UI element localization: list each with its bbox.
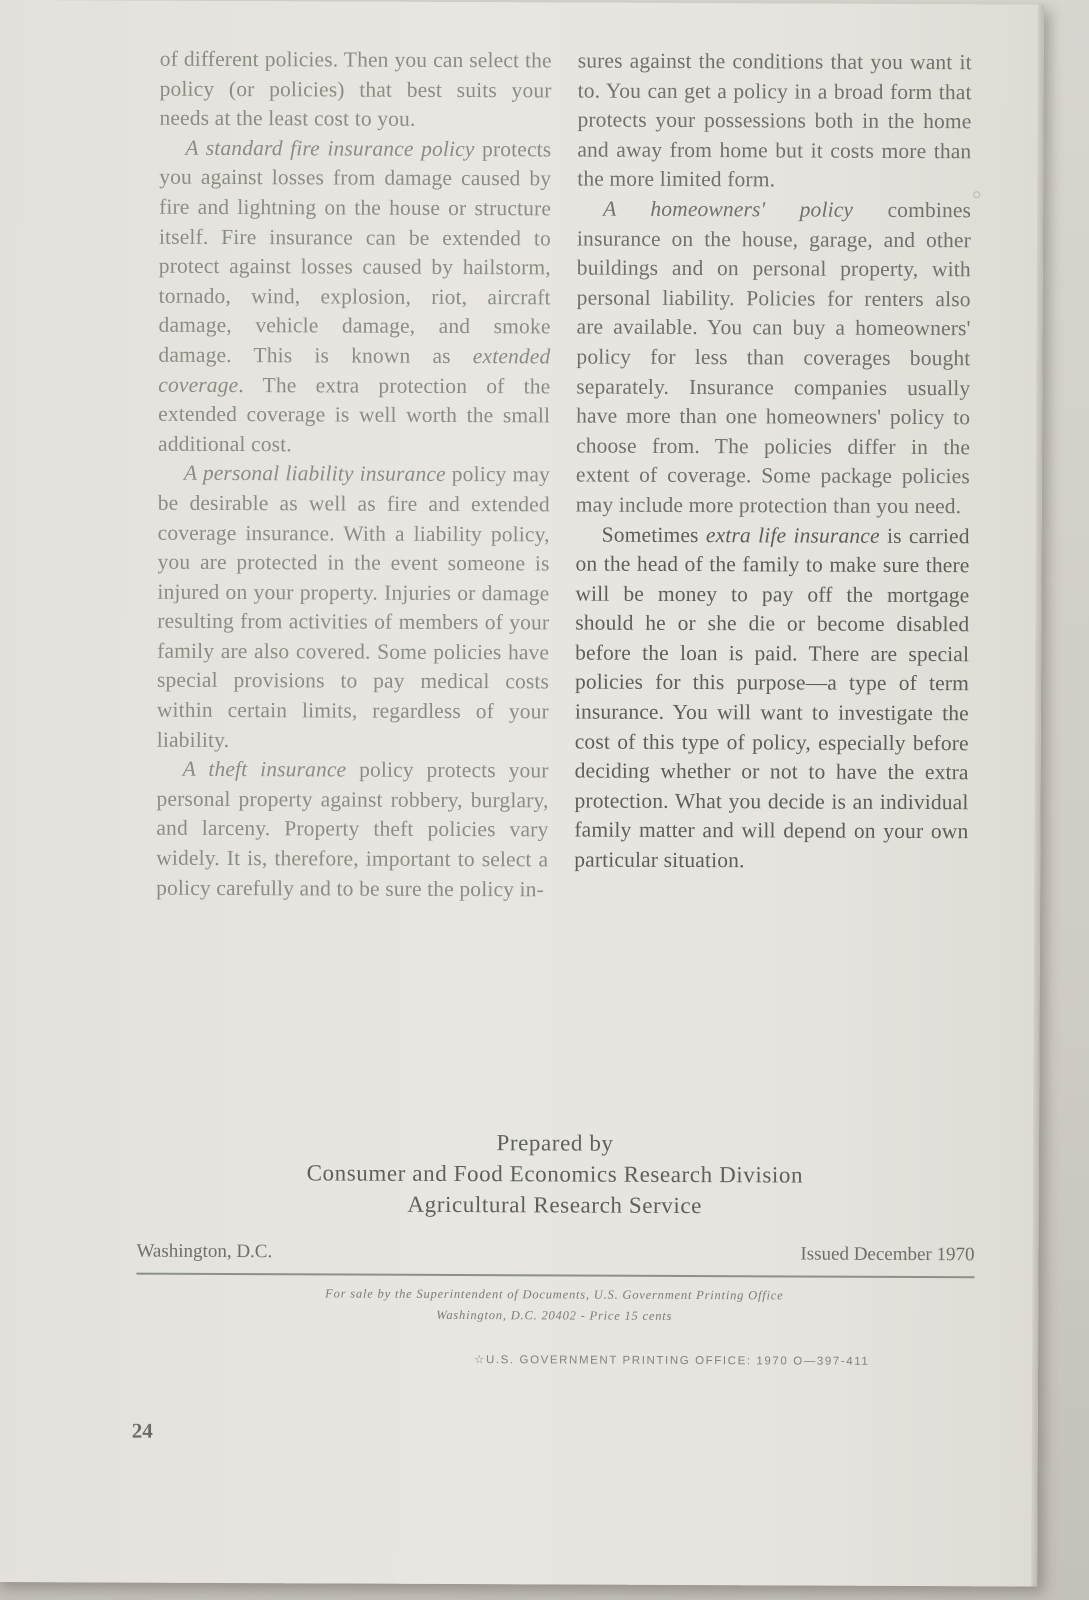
left-column <box>156 45 552 905</box>
theft-insurance-text: policy protects your personal property against robbery, burglary, and larceny. Property theft policies vary widely. It is, therefore, important to select a policy carefully and to be sure the policy in- <box>156 757 549 902</box>
homeowners-policy-term: A homeowners' policy <box>603 196 854 222</box>
prepared-by: Prepared by <box>496 1130 614 1156</box>
sale-line-1: For sale by the Superintendent of Documents, U.S. Government Printing Office <box>325 1286 784 1303</box>
division-name: Consumer and Food Economics Research Division <box>306 1160 804 1188</box>
homeowners-policy-text: combines insurance on the house, garage, and other buildings and on personal property, with personal liability. Policies for renters also are available. You can buy a homeowners' policy for less than coverages bought separately. Insurance companies usually have more than one homeowners' policy to choose from. The policies differ in the extent of coverage. Some package policies may include more protection than you need. <box>575 197 972 519</box>
fire-insurance-text: protects you against losses from damage caused by fire and lightning on the house or structure itself. Fire insurance can be extended to protect against losses caused by hailstorm, tornado, wind, explosion, riot, aircraft damage, vehicle damage, and smoke damage. This is known as <box>158 136 552 369</box>
liability-insurance-text: policy may be desirable as well as fire and extended coverage insurance. With a liability policy, you are protected in the event someone is injured on your property. Injuries or damage resulting from activities of members of your family are also covered. Some policies have special provisions to pay medical costs within certain limits, regardless of your liability. <box>156 462 551 752</box>
sale-notice <box>144 1283 964 1329</box>
footer-row <box>136 1241 974 1267</box>
theft-insurance-term: A theft insurance <box>182 757 347 782</box>
right-paragraph-2 <box>576 194 971 521</box>
footer-divider <box>136 1273 974 1279</box>
sale-line-2: Washington, D.C. 20402 - Price 15 cents <box>436 1307 673 1323</box>
service-name: Agricultural Research Service <box>407 1191 703 1219</box>
left-paragraph-2 <box>158 133 551 460</box>
life-insurance-lead: Sometimes <box>601 522 706 547</box>
right-column <box>574 47 972 877</box>
paper-speck <box>973 191 980 198</box>
credits-block <box>145 1126 965 1223</box>
left-paragraph-4 <box>156 755 549 905</box>
left-paragraph-1: of different policies. Then you can select the policy (or policies) that best suits your needs at the least cost to you. <box>159 46 552 132</box>
footer-location: Washington, D.C. <box>136 1240 273 1263</box>
fire-insurance-text-end: . The extra protection of the extended coverage is well worth the small additional cost. <box>158 372 551 456</box>
life-insurance-term: extra life insurance <box>705 522 880 548</box>
right-paragraph-3 <box>574 520 970 877</box>
page-number: 24 <box>131 1418 153 1443</box>
left-paragraph-3 <box>157 459 550 757</box>
life-insurance-text: is carried on the head of the family to make sure there will be money to pay off the mortgage should he or she die or become disabled before the loan is paid. There are special policies for this purpose—a type of term insurance. You will want to investigate the cost of this type of policy, especially before deciding whether or not to have the extra protection. What you decide is an individual family matter and will depend on your own particular situation. <box>574 523 970 873</box>
gpo-imprint: ☆U.S. GOVERNMENT PRINTING OFFICE: 1970 O—397-411 <box>474 1354 870 1368</box>
page-edge <box>1031 5 1044 1587</box>
liability-insurance-term: A personal liability insurance <box>183 461 446 487</box>
fire-insurance-term: A standard fire insurance policy <box>185 135 475 161</box>
extended-coverage-term: extended coverage <box>158 344 551 397</box>
footer-issued: Issued December 1970 <box>800 1243 975 1266</box>
right-paragraph-1: sures against the conditions that you want it to. You can get a policy in a broad form that protects your possessions both in the home and away from home but it costs more than the more limited form. <box>577 48 972 192</box>
